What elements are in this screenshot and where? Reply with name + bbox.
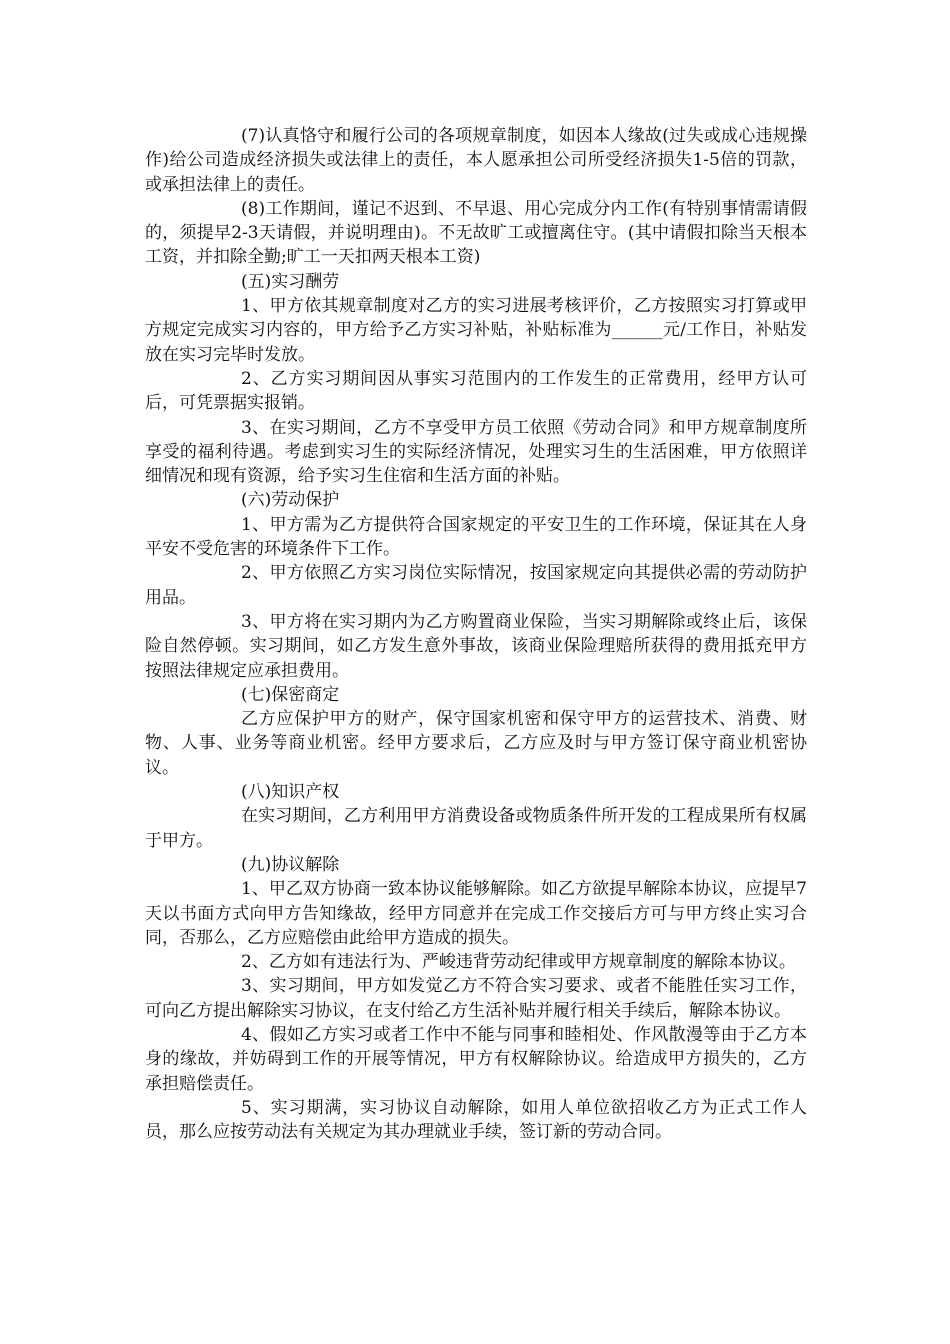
document-body	[145, 124, 807, 1144]
paragraph-ip: 在实习期间，乙方利用甲方消费设备或物质条件所开发的工程成果所有权属于甲方。	[145, 806, 807, 851]
paragraph-termination-2: 2、乙方如有违法行为、严峻违背劳动纪律或甲方规章制度的解除本协议。	[241, 952, 796, 973]
paragraph-pay-3: 3、在实习期间，乙方不享受甲方员工依照《劳动合同》和甲方规章制度所享受的福利待遇。考虑到实习生的实际经济情况，处理实习生的生活困难，甲方依照详细情况和现有资源，给予实习生住宿和生活方面的补贴。	[145, 417, 807, 487]
paragraph-confidentiality: 乙方应保护甲方的财产，保守国家机密和保守甲方的运营技术、消费、财物、人事、业务等商业机密。经甲方要求后，乙方应及时与甲方签订保守商业机密协议。	[145, 709, 807, 778]
section-heading-termination: (九)协议解除	[241, 854, 340, 875]
paragraph-termination-5: 5、实习期满，实习协议自动解除，如用人单位欲招收乙方为正式工作人员，那么应按劳动法有关规定为其办理就业手续，签订新的劳动合同。	[145, 1097, 807, 1143]
section-heading-internship-pay: (五)实习酬劳	[241, 271, 340, 292]
paragraph-termination-4: 4、假如乙方实习或者工作中不能与同事和睦相处、作风散漫等由于乙方本身的缘故，并妨碍到工作的开展等情况，甲方有权解除协议。给造成甲方损失的，乙方承担赔偿责任。	[145, 1024, 807, 1094]
paragraph-pay-2: 2、乙方实习期间因从事实习范围内的工作发生的正常费用，经甲方认可后，可凭票据实报销。	[145, 368, 807, 414]
section-heading-labor-protection: (六)劳动保护	[241, 490, 340, 511]
section-heading-ip: (八)知识产权	[241, 782, 340, 803]
paragraph-8-attendance: (8)工作期间，谨记不迟到、不早退、用心完成分内工作(有特别事情需请假的，须提早2-3天请假，并说明理由)。不无故旷工或擅离住守。(其中请假扣除当天根本工资，并扣除全勤;旷工一天扣两天根本工资)	[145, 198, 807, 268]
paragraph-pay-1: 1、甲方依其规章制度对乙方的实习进展考核评价，乙方按照实习打算或甲方规定完成实习内容的，甲方给予乙方实习补贴，补贴标准为______元/工作日，补贴发放在实习完毕时发放。	[145, 296, 807, 365]
paragraph-termination-1: 1、甲乙双方协商一致本协议能够解除。如乙方欲提早解除本协议，应提早7天以书面方式向甲方告知缘故，经甲方同意并在完成工作交接后方可与甲方终止实习合同，否那么，乙方应赔偿由此给甲方造成的损失。	[145, 879, 807, 948]
section-heading-confidentiality: (七)保密商定	[241, 684, 340, 705]
paragraph-protection-3: 3、甲方将在实习期内为乙方购置商业保险，当实习期解除或终止后，该保险自然停顿。实习期间，如乙方发生意外事故，该商业保险理赔所获得的费用抵充甲方按照法律规定应承担费用。	[145, 611, 807, 681]
paragraph-protection-1: 1、甲方需为乙方提供符合国家规定的平安卫生的工作环境，保证其在人身平安不受危害的环境条件下工作。	[145, 514, 807, 560]
paragraph-protection-2: 2、甲方依照乙方实习岗位实际情况，按国家规定向其提供必需的劳动防护用品。	[145, 563, 807, 608]
paragraph-termination-3: 3、实习期间，甲方如发觉乙方不符合实习要求、或者不能胜任实习工作，可向乙方提出解除实习协议，在支付给乙方生活补贴并履行相关手续后，解除本协议。	[145, 976, 807, 1021]
paragraph-7-rules: (7)认真恪守和履行公司的各项规章制度，如因本人缘故(过失或成心违规操作)给公司造成经济损失或法律上的责任，本人愿承担公司所受经济损失1-5倍的罚款，或承担法律上的责任。	[145, 126, 807, 195]
